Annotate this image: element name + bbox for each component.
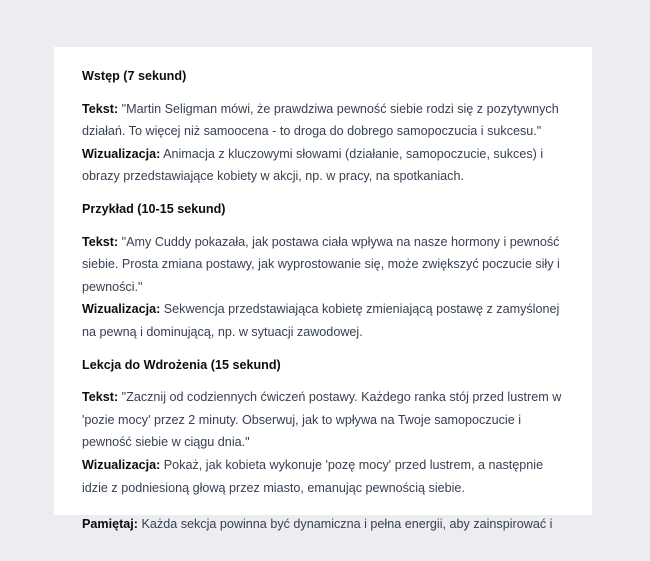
text-paragraph	[82, 98, 572, 143]
section-heading: Wstęp (7 sekund)	[82, 69, 187, 83]
visualization-value: Animacja z kluczowymi słowami (działanie, samopoczucie, sukces) i obrazy przedstawiające kobiety w akcji, np. w pracy, na spotkaniach.	[82, 146, 544, 184]
visualization-paragraph	[82, 454, 572, 499]
text-value: "Amy Cuddy pokazała, jak postawa ciała wpływa na nasze hormony i pewność siebie. Prosta zmiana postawy, jak wyprostowanie się, może zwiększyć poczucie siły i pewności."	[82, 234, 560, 294]
text-label: Tekst:	[82, 390, 119, 405]
visualization-paragraph	[82, 298, 572, 343]
text-value: "Martin Seligman mówi, że prawdziwa pewność siebie rodzi się z pozytywnych działań. To więcej niż samoocena - to droga do dobrego samopoczucia i sukcesu."	[82, 101, 559, 139]
text-paragraph	[82, 231, 572, 299]
visualization-paragraph	[82, 143, 572, 188]
chat-message-card	[54, 47, 592, 532]
text-label: Tekst:	[82, 234, 119, 249]
text-label: Tekst:	[82, 101, 119, 116]
section-intro	[82, 65, 572, 188]
text-value: "Zacznij od codziennych ćwiczeń postawy. Każdego ranka stój przed lustrem w 'pozie mocy' przez 2 minuty. Obserwuj, jak to wpływa na Twoje samopoczucie i pewność siebie w ciągu dnia."	[82, 390, 562, 450]
visualization-value: Sekwencja przedstawiająca kobietę zmieniającą postawę z zamyślonej na pewną i dominującą, np. w sytuacji zawodowej.	[82, 302, 560, 339]
footer-note	[82, 513, 572, 536]
message-content	[82, 65, 572, 536]
section-lesson	[82, 354, 572, 500]
text-paragraph	[82, 386, 572, 454]
visualization-label: Wizualizacja:	[82, 146, 161, 161]
visualization-label: Wizualizacja:	[82, 302, 161, 317]
footer-value: Każda sekcja powinna być dynamiczna i pełna energii, aby zainspirować i	[138, 517, 553, 532]
visualization-value: Pokaż, jak kobieta wykonuje 'pozę mocy' przed lustrem, a następnie idzie z podniesioną głową przez miasto, emanując pewnością siebie.	[82, 457, 544, 495]
section-heading: Przykład (10-15 sekund)	[82, 201, 226, 216]
section-example	[82, 198, 572, 344]
section-heading: Lekcja do Wdrożenia (15 sekund)	[82, 357, 281, 372]
footer-label: Pamiętaj:	[82, 517, 138, 532]
visualization-label: Wizualizacja:	[82, 457, 161, 472]
